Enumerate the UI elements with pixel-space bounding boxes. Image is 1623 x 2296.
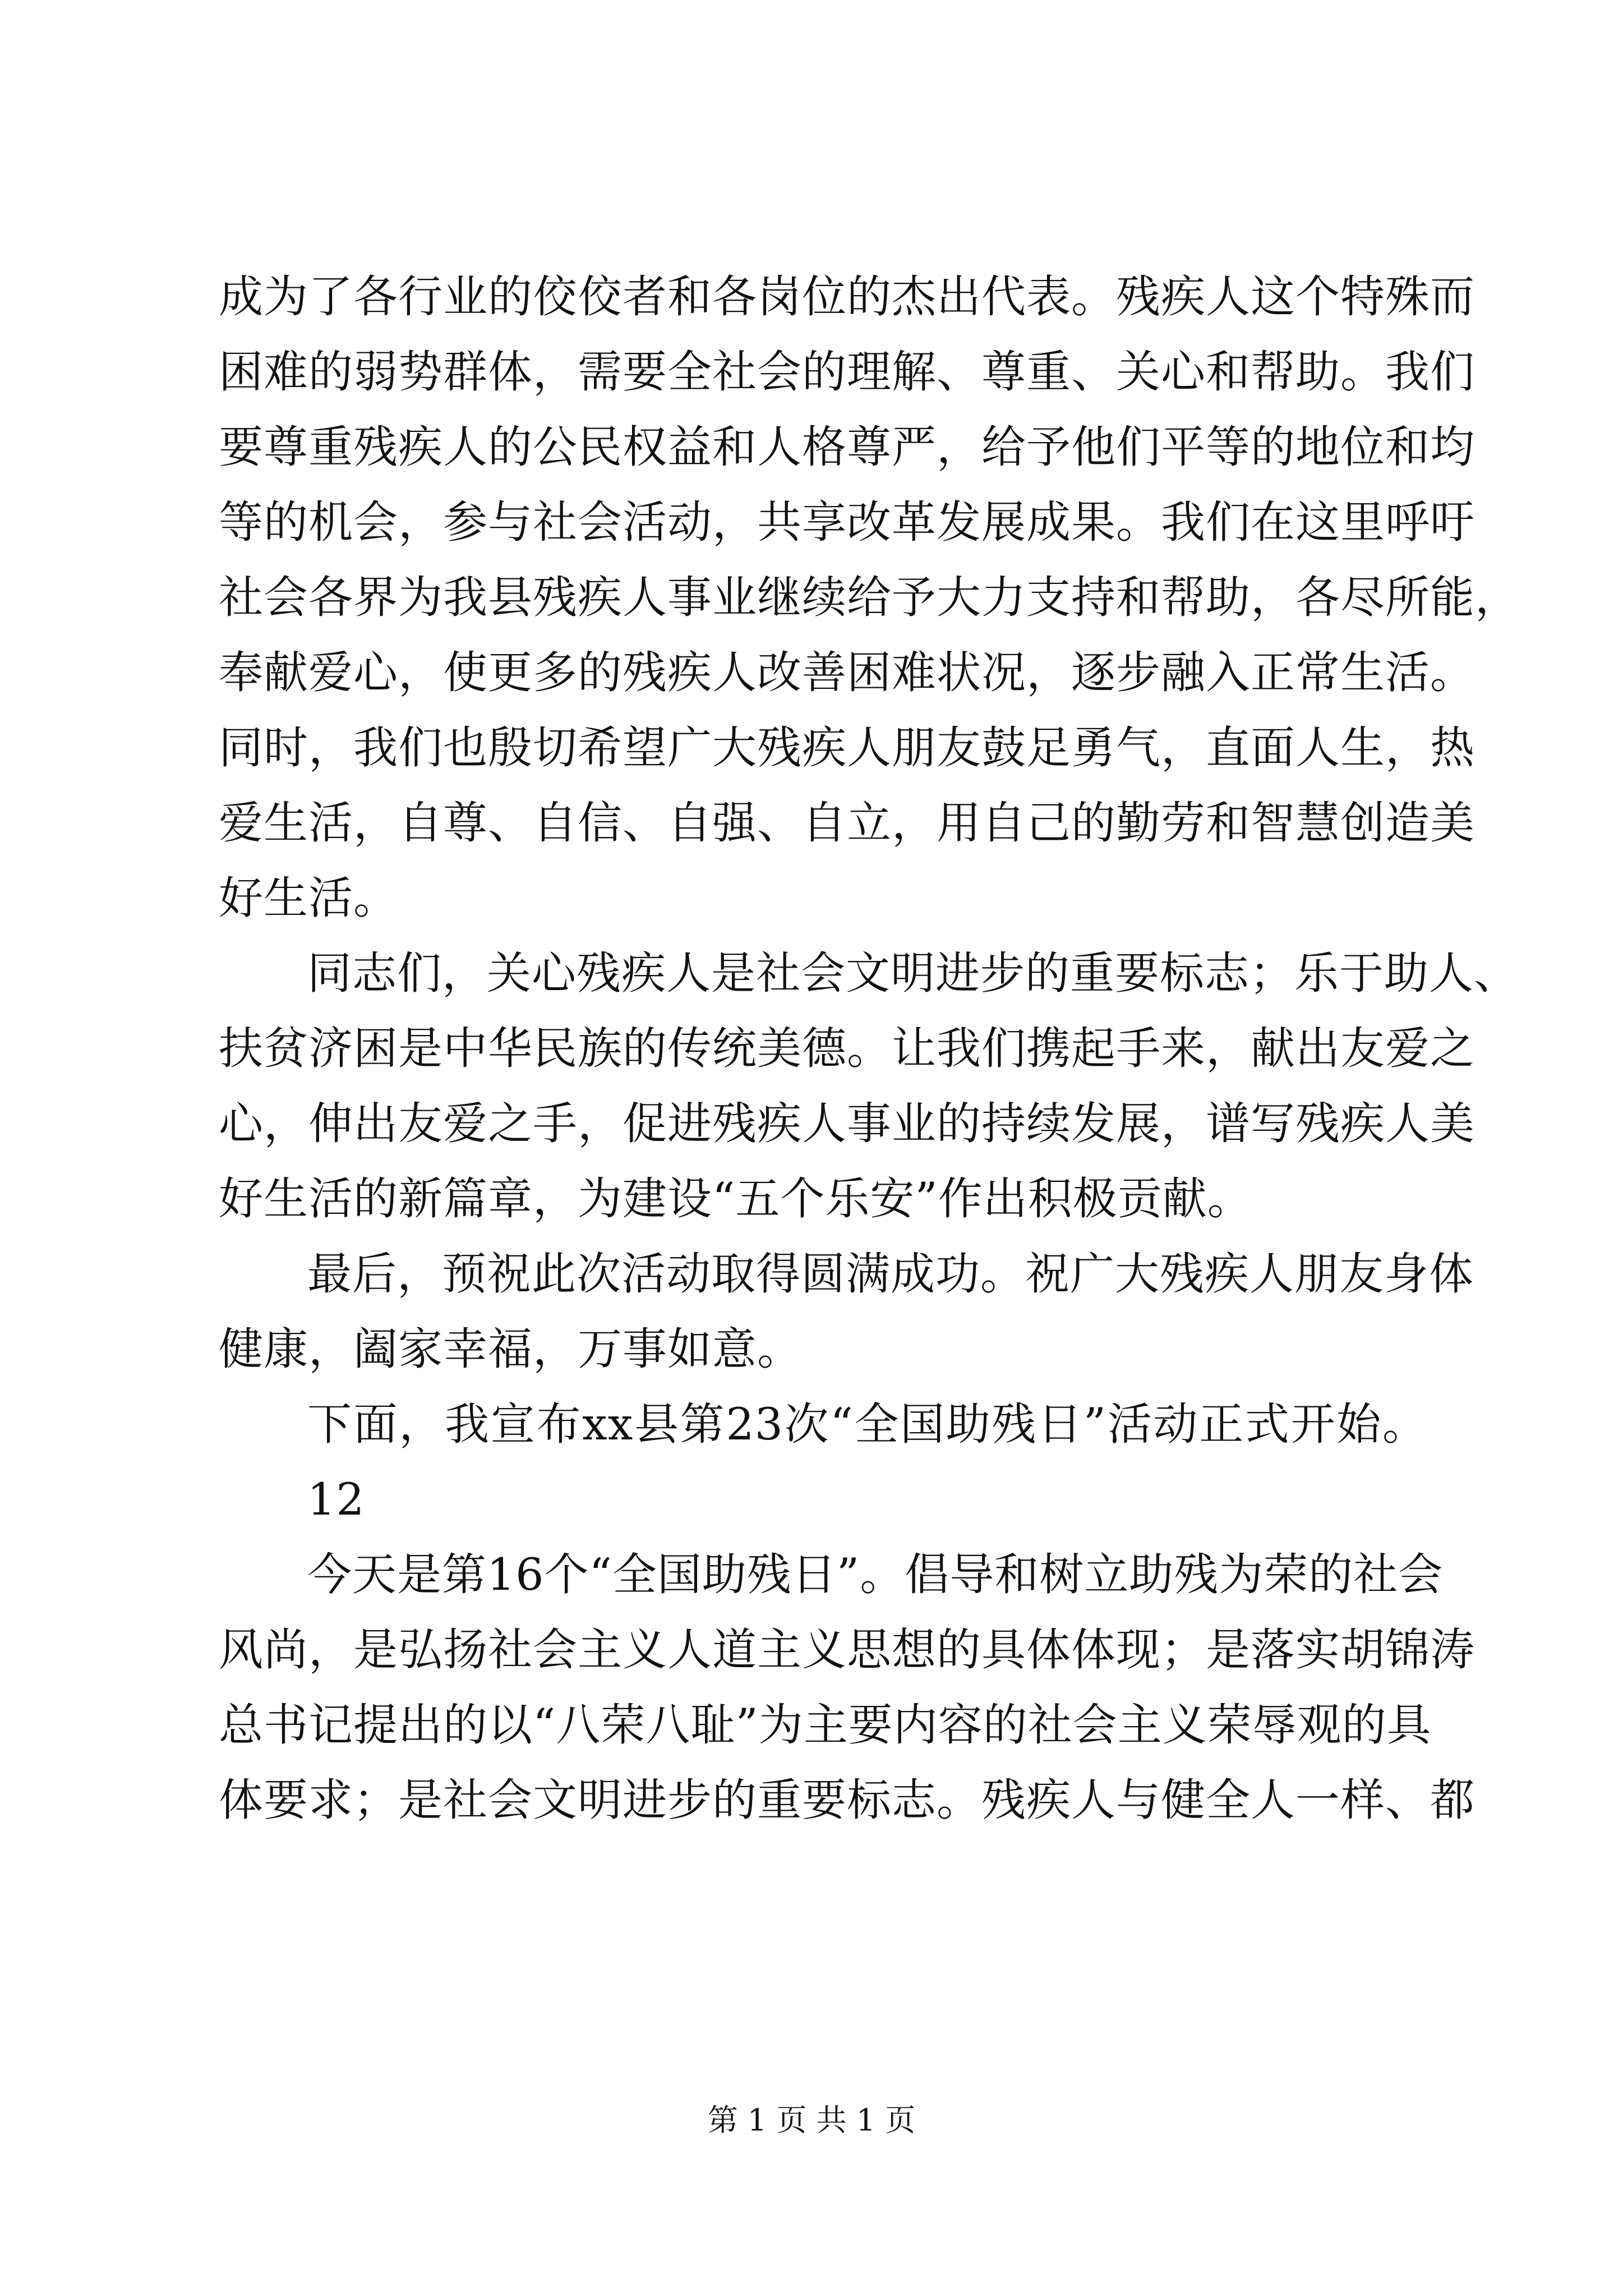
text-line: 总书记提出的以“八荣八耻”为主要内容的社会主义荣辱观的具 (219, 1699, 1432, 1751)
text-line: 好生活。 (219, 872, 398, 924)
text-line: 要尊重残疾人的公民权益和人格尊严，给予他们平等的地位和均 (219, 421, 1475, 473)
text-line: 好生活的新篇章，为建设“五个乐安”作出积极贡献。 (219, 1173, 1252, 1225)
page-footer: 第 1 页 共 1 页 (707, 2102, 916, 2138)
text-line: 爱生活，自尊、自信、自强、自立，用自己的勤劳和智慧创造美 (219, 797, 1475, 849)
document-body (219, 259, 1520, 1838)
text-line: 同时，我们也殷切希望广大残疾人朋友鼓足勇气，直面人生，热 (219, 722, 1475, 774)
paragraph-start-line: 下面，我宣布xx县第23次“全国助残日”活动正式开始。 (307, 1398, 1427, 1450)
text-line: 成为了各行业的佼佼者和各岗位的杰出代表。残疾人这个特殊而 (219, 271, 1475, 323)
text-line: 扶贫济困是中华民族的传统美德。让我们携起手来，献出友爱之 (219, 1023, 1475, 1074)
text-line: 健康，阖家幸福，万事如意。 (219, 1323, 802, 1375)
paragraph-start-line: 同志们，关心残疾人是社会文明进步的重要标志；乐于助人、 (307, 947, 1519, 999)
text-line: 奉献爱心，使更多的残疾人改善困难状况，逐步融入正常生活。 (219, 647, 1475, 698)
paragraph-start-line: 今天是第16个“全国助残日”。倡导和树立助残为荣的社会 (307, 1549, 1444, 1600)
text-line: 心，伸出友爱之手，促进残疾人事业的持续发展，谱写残疾人美 (219, 1098, 1475, 1149)
text-line: 等的机会，参与社会活动，共享改革发展成果。我们在这里呼吁 (219, 496, 1475, 548)
paragraph-start-line: 最后，预祝此次活动取得圆满成功。祝广大残疾人朋友身体 (307, 1248, 1474, 1300)
text-line: 困难的弱势群体，需要全社会的理解、尊重、关心和帮助。我们 (219, 346, 1475, 398)
section-number: 12 (307, 1474, 365, 1525)
text-line: 社会各界为我县残疾人事业继续给予大力支持和帮助，各尽所能， (219, 572, 1520, 623)
text-line: 体要求；是社会文明进步的重要标志。残疾人与健全人一样、都 (219, 1774, 1475, 1826)
text-line: 风尚，是弘扬社会主义人道主义思想的具体体现；是落实胡锦涛 (219, 1624, 1475, 1676)
